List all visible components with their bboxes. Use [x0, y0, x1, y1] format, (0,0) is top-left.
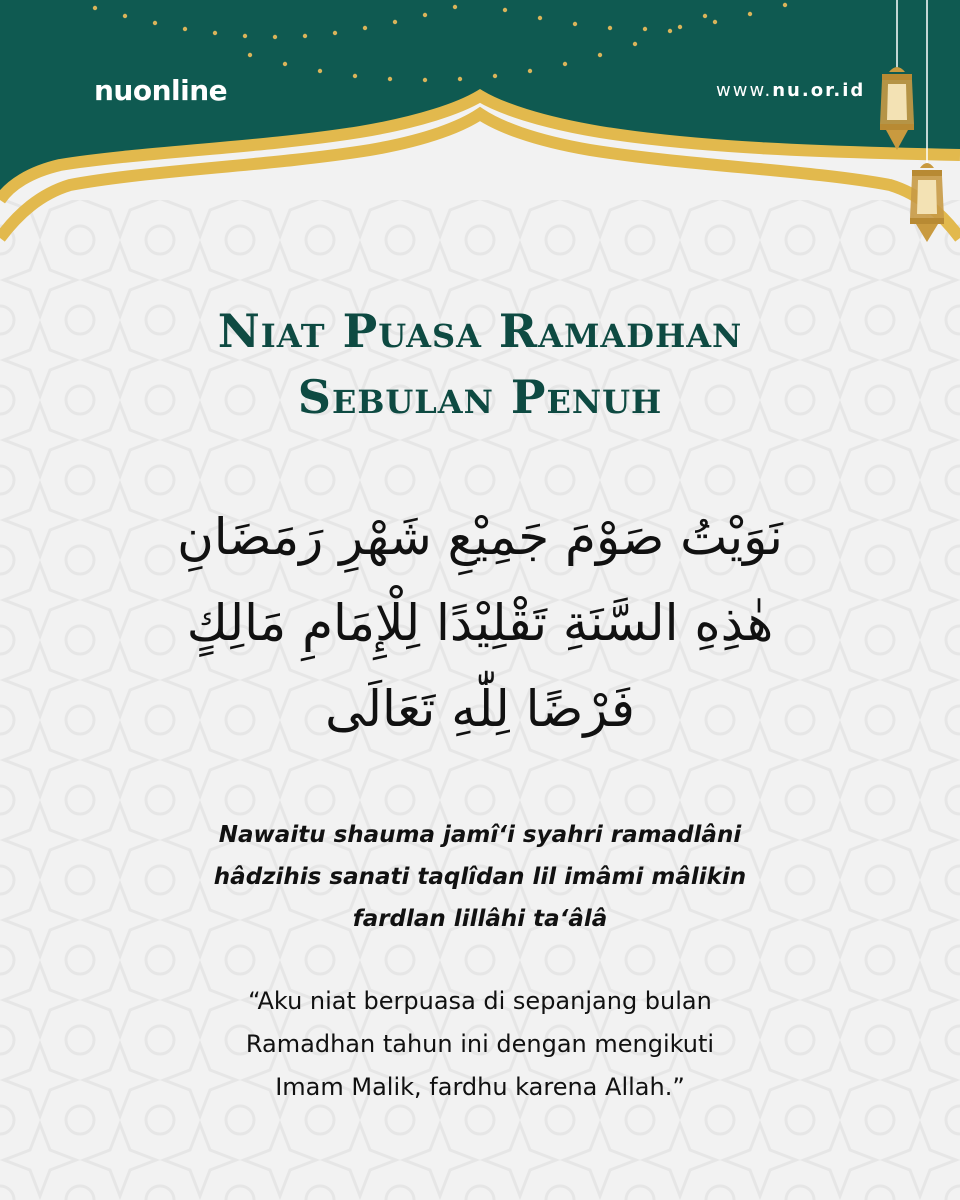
site-url [716, 80, 865, 101]
arabic-line-3: فَرْضًا لِلّٰهِ تَعَالَى [325, 680, 635, 738]
arabic-line-2: هٰذِهِ السَّنَةِ تَقْلِيْدًا لِلْإِمَامِ مَالِكٍ [186, 594, 774, 652]
arabic-line-1: نَوَيْتُ صَوْمَ جَمِيْعِ شَهْرِ رَمَضَانِ [177, 508, 783, 566]
latin-line-2: hâdzihis sanati taqlîdan lil imâmi mâlikin [213, 864, 747, 890]
latin-line-3: fardlan lillâhi ta‘âlâ [352, 906, 608, 932]
lantern-icon [904, 0, 950, 250]
brand-logo: nuonline [94, 74, 228, 107]
translation-line-1: “Aku niat berpuasa di sepanjang bulan [248, 987, 712, 1015]
translation-line-2: Ramadhan tahun ini dengan mengikuti [245, 1030, 715, 1058]
transliteration [0, 814, 960, 940]
translation [0, 980, 960, 1109]
arabic-niat [0, 494, 960, 752]
title-line-2: Sebulan Penuh [297, 370, 663, 424]
header-arch [0, 0, 960, 250]
title-line-1: Niat Puasa Ramadhan [217, 304, 743, 358]
page-title [0, 298, 960, 430]
latin-line-1: Nawaitu shauma jamî‘i syahri ramadlâni [218, 822, 742, 848]
site-url-domain: nu.or.id [772, 80, 866, 101]
translation-line-3: Imam Malik, fardhu karena Allah.” [275, 1073, 685, 1101]
site-url-prefix: www. [716, 80, 773, 101]
